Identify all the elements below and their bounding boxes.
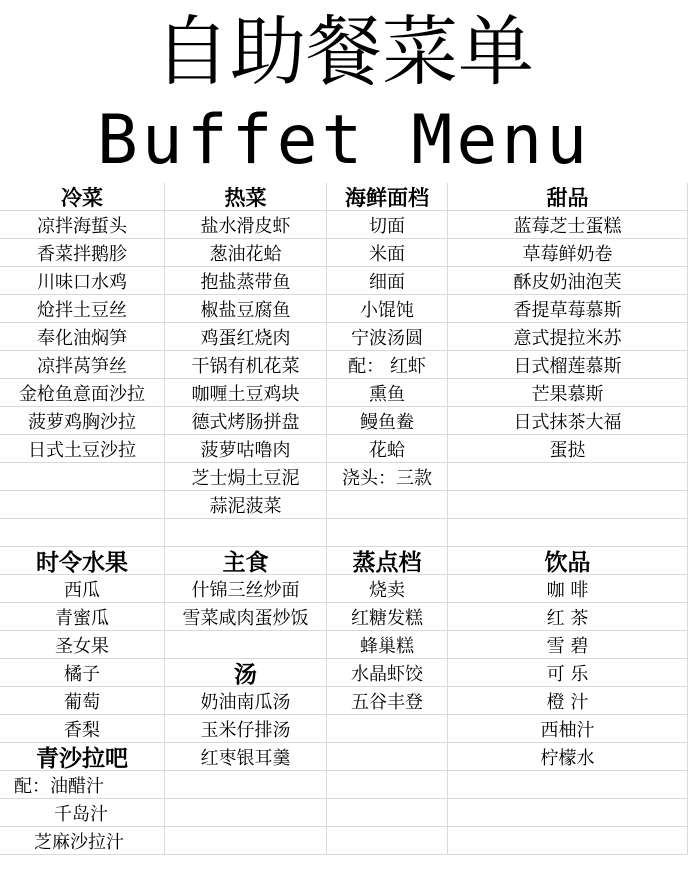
dessert-item[interactable]: 香提草莓慕斯	[448, 295, 688, 323]
dessert-item[interactable]: 芒果慕斯	[448, 379, 688, 407]
dessert-item[interactable]: 蓝莓芝士蛋糕	[448, 211, 688, 239]
empty-cell[interactable]	[327, 715, 448, 743]
fruit-item[interactable]: 圣女果	[0, 631, 165, 659]
steamed-item[interactable]: 水晶虾饺	[327, 659, 448, 687]
dessert-item[interactable]: 草莓鲜奶卷	[448, 239, 688, 267]
cold-dish-item[interactable]: 香菜拌鹅胗	[0, 239, 165, 267]
header-steamed-dim-sum[interactable]: 蒸点档	[327, 547, 448, 575]
staple-item[interactable]: 雪菜咸肉蛋炒饭	[165, 603, 327, 631]
salad-dressing-item[interactable]: 芝麻沙拉汁	[0, 827, 165, 855]
hot-dish-item[interactable]: 抱盐蒸带鱼	[165, 267, 327, 295]
hot-dish-item[interactable]: 椒盐豆腐鱼	[165, 295, 327, 323]
seafood-noodle-item[interactable]: 米面	[327, 239, 448, 267]
header-desserts[interactable]: 甜品	[448, 183, 688, 211]
empty-cell[interactable]	[0, 491, 165, 519]
dessert-item[interactable]: 蛋挞	[448, 435, 688, 463]
seafood-noodle-item[interactable]: 切面	[327, 211, 448, 239]
salad-dressing-item[interactable]: 配：油醋汁	[0, 771, 165, 799]
hot-dish-item[interactable]: 盐水滑皮虾	[165, 211, 327, 239]
drink-item[interactable]: 橙 汁	[448, 687, 688, 715]
cold-dish-item[interactable]: 金枪鱼意面沙拉	[0, 379, 165, 407]
steamed-item[interactable]: 蜂巢糕	[327, 631, 448, 659]
drink-item[interactable]: 柠檬水	[448, 743, 688, 771]
seafood-noodle-item[interactable]: 熏鱼	[327, 379, 448, 407]
seafood-noodle-item[interactable]: 小馄饨	[327, 295, 448, 323]
fruit-item[interactable]: 葡萄	[0, 687, 165, 715]
staple-item[interactable]: 什锦三丝炒面	[165, 575, 327, 603]
cold-dish-item[interactable]: 炝拌土豆丝	[0, 295, 165, 323]
steamed-item[interactable]: 五谷丰登	[327, 687, 448, 715]
drink-item[interactable]: 红 茶	[448, 603, 688, 631]
steamed-item[interactable]: 红糖发糕	[327, 603, 448, 631]
cold-dish-item[interactable]: 凉拌莴笋丝	[0, 351, 165, 379]
menu-title-chinese: 自助餐菜单	[154, 7, 534, 96]
empty-cell[interactable]	[448, 827, 688, 855]
cold-dish-item[interactable]: 凉拌海蜇头	[0, 211, 165, 239]
salad-dressing-item[interactable]: 千岛汁	[0, 799, 165, 827]
cold-dish-item[interactable]: 川味口水鸡	[0, 267, 165, 295]
empty-cell[interactable]	[448, 771, 688, 799]
empty-cell[interactable]	[448, 519, 688, 547]
empty-cell[interactable]	[327, 827, 448, 855]
menu-title-english: Buffet Menu	[96, 101, 592, 180]
empty-cell[interactable]	[165, 799, 327, 827]
hot-dish-item[interactable]: 芝士焗土豆泥	[165, 463, 327, 491]
empty-cell[interactable]	[165, 519, 327, 547]
hot-dish-item[interactable]: 干锅有机花菜	[165, 351, 327, 379]
header-soup[interactable]: 汤	[165, 659, 327, 687]
empty-cell[interactable]	[327, 799, 448, 827]
drink-item[interactable]: 西柚汁	[448, 715, 688, 743]
header-drinks[interactable]: 饮品	[448, 547, 688, 575]
header-cold-dishes[interactable]: 冷菜	[0, 183, 165, 211]
drink-item[interactable]: 可 乐	[448, 659, 688, 687]
seafood-noodle-item[interactable]: 细面	[327, 267, 448, 295]
empty-cell[interactable]	[448, 799, 688, 827]
empty-cell[interactable]	[0, 463, 165, 491]
header-staple-food[interactable]: 主食	[165, 547, 327, 575]
header-seasonal-fruit[interactable]: 时令水果	[0, 547, 165, 575]
empty-cell[interactable]	[0, 519, 165, 547]
seafood-noodle-item[interactable]: 宁波汤圆	[327, 323, 448, 351]
fruit-item[interactable]: 西瓜	[0, 575, 165, 603]
hot-dish-item[interactable]: 鸡蛋红烧肉	[165, 323, 327, 351]
fruit-item[interactable]: 橘子	[0, 659, 165, 687]
hot-dish-item[interactable]: 菠萝咕噜肉	[165, 435, 327, 463]
soup-item[interactable]: 玉米仔排汤	[165, 715, 327, 743]
drink-item[interactable]: 咖 啡	[448, 575, 688, 603]
empty-cell[interactable]	[448, 491, 688, 519]
dessert-item[interactable]: 日式榴莲慕斯	[448, 351, 688, 379]
dessert-item[interactable]: 日式抹茶大福	[448, 407, 688, 435]
dessert-item[interactable]: 意式提拉米苏	[448, 323, 688, 351]
hot-dish-item[interactable]: 蒜泥菠菜	[165, 491, 327, 519]
header-hot-dishes[interactable]: 热菜	[165, 183, 327, 211]
seafood-noodle-item[interactable]: 浇头：三款	[327, 463, 448, 491]
seafood-noodle-item[interactable]: 鳗鱼鲞	[327, 407, 448, 435]
empty-cell[interactable]	[327, 519, 448, 547]
cold-dish-item[interactable]: 奉化油焖笋	[0, 323, 165, 351]
cold-dish-item[interactable]: 日式土豆沙拉	[0, 435, 165, 463]
cold-dish-item[interactable]: 菠萝鸡胸沙拉	[0, 407, 165, 435]
empty-cell[interactable]	[327, 491, 448, 519]
title-area	[0, 0, 688, 183]
empty-cell[interactable]	[165, 631, 327, 659]
empty-cell[interactable]	[165, 827, 327, 855]
seafood-noodle-item[interactable]: 配： 红虾	[327, 351, 448, 379]
empty-cell[interactable]	[327, 771, 448, 799]
fruit-item[interactable]: 香梨	[0, 715, 165, 743]
steamed-item[interactable]: 烧卖	[327, 575, 448, 603]
soup-item[interactable]: 红枣银耳羹	[165, 743, 327, 771]
drink-item[interactable]: 雪 碧	[448, 631, 688, 659]
seafood-noodle-item[interactable]: 花蛤	[327, 435, 448, 463]
empty-cell[interactable]	[448, 463, 688, 491]
hot-dish-item[interactable]: 德式烤肠拼盘	[165, 407, 327, 435]
fruit-item[interactable]: 青蜜瓜	[0, 603, 165, 631]
dessert-item[interactable]: 酥皮奶油泡芙	[448, 267, 688, 295]
hot-dish-item[interactable]: 咖喱土豆鸡块	[165, 379, 327, 407]
soup-item[interactable]: 奶油南瓜汤	[165, 687, 327, 715]
header-salad-bar[interactable]: 青沙拉吧	[0, 743, 165, 771]
header-seafood-noodle[interactable]: 海鲜面档	[327, 183, 448, 211]
hot-dish-item[interactable]: 葱油花蛤	[165, 239, 327, 267]
empty-cell[interactable]	[327, 743, 448, 771]
empty-cell[interactable]	[165, 771, 327, 799]
menu-grid	[0, 183, 688, 855]
